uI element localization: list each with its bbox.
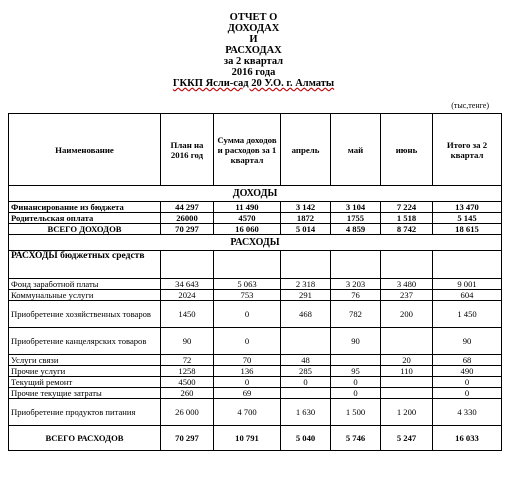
row-value-plan: 260 — [161, 388, 214, 399]
row-value-q1: 70 — [214, 355, 281, 366]
year-line: 2016 года — [231, 67, 276, 78]
table-row — [9, 388, 502, 399]
row-value-apr — [281, 328, 331, 355]
row-value-jun: 20 — [381, 355, 433, 366]
row-label: Коммунальные услуги — [9, 290, 161, 301]
row-value-jun: 7 224 — [381, 202, 433, 213]
table-row — [9, 355, 502, 366]
title-line-3: И — [249, 34, 258, 45]
row-value-jun: 237 — [381, 290, 433, 301]
period-line: за 2 квартал — [223, 56, 284, 67]
row-value-total: 5 145 — [433, 213, 502, 224]
income-section-title: ДОХОДЫ — [9, 186, 502, 202]
row-value-may: 76 — [331, 290, 381, 301]
row-value-apr: 1 630 — [281, 399, 331, 426]
row-value-total: 68 — [433, 355, 502, 366]
row-value-plan: 26 000 — [161, 399, 214, 426]
row-value-q1: 10 791 — [214, 426, 281, 451]
row-value-q1: 0 — [214, 328, 281, 355]
report-table — [8, 113, 502, 451]
column-header-row — [9, 114, 502, 186]
row-value-q1: 16 060 — [214, 224, 281, 235]
row-label: Прочие текущие затраты — [9, 388, 161, 399]
row-value-total: 604 — [433, 290, 502, 301]
empty-cell — [331, 251, 381, 279]
row-value-q1: 136 — [214, 366, 281, 377]
col-total: Итого за 2 квартал — [433, 114, 502, 186]
title-line-2: ДОХОДАХ — [227, 23, 280, 34]
table-row — [9, 279, 502, 290]
row-label: Услуги связи — [9, 355, 161, 366]
row-value-apr: 285 — [281, 366, 331, 377]
row-value-total: 9 001 — [433, 279, 502, 290]
table-row — [9, 301, 502, 328]
empty-cell — [433, 251, 502, 279]
col-name: Наименование — [9, 114, 161, 186]
row-value-may: 5 746 — [331, 426, 381, 451]
row-label: Текущий ремонт — [9, 377, 161, 388]
row-value-may: 0 — [331, 377, 381, 388]
table-row — [9, 328, 502, 355]
row-value-plan: 4500 — [161, 377, 214, 388]
row-value-jun — [381, 388, 433, 399]
row-value-jun: 1 200 — [381, 399, 433, 426]
row-value-plan: 1258 — [161, 366, 214, 377]
row-label: Прочие услуги — [9, 366, 161, 377]
row-value-jun: 1 518 — [381, 213, 433, 224]
row-value-total: 490 — [433, 366, 502, 377]
expense-section-row — [9, 235, 502, 251]
title-line-4: РАСХОДАХ — [225, 45, 282, 56]
row-value-may: 3 203 — [331, 279, 381, 290]
expense-subheader: РАСХОДЫ бюджетных средств — [9, 251, 161, 279]
col-may: май — [331, 114, 381, 186]
row-value-plan: 26000 — [161, 213, 214, 224]
row-value-jun: 200 — [381, 301, 433, 328]
row-value-jun — [381, 377, 433, 388]
row-value-plan: 90 — [161, 328, 214, 355]
row-value-total: 0 — [433, 377, 502, 388]
organization-name: ГККП Ясли-сад 20 У.О. г. Алматы — [172, 78, 335, 89]
row-label: Приобретение продуктов питания — [9, 399, 161, 426]
empty-cell — [381, 251, 433, 279]
row-value-may: 4 859 — [331, 224, 381, 235]
units-label: (тыс,тенге) — [451, 101, 489, 110]
col-april: апрель — [281, 114, 331, 186]
row-value-plan: 34 643 — [161, 279, 214, 290]
row-value-q1: 11 490 — [214, 202, 281, 213]
empty-cell — [281, 251, 331, 279]
row-value-plan: 2024 — [161, 290, 214, 301]
row-label: Фонд заработной платы — [9, 279, 161, 290]
row-value-jun: 110 — [381, 366, 433, 377]
row-label: ВСЕГО РАСХОДОВ — [9, 426, 161, 451]
row-value-total: 18 615 — [433, 224, 502, 235]
row-value-plan: 70 297 — [161, 426, 214, 451]
row-value-q1: 0 — [214, 377, 281, 388]
row-value-total: 90 — [433, 328, 502, 355]
title-line-1: ОТЧЕТ О — [229, 12, 278, 23]
table-row — [9, 426, 502, 451]
row-value-apr: 1872 — [281, 213, 331, 224]
row-value-may: 90 — [331, 328, 381, 355]
row-value-q1: 5 063 — [214, 279, 281, 290]
row-value-may: 1755 — [331, 213, 381, 224]
row-value-apr: 468 — [281, 301, 331, 328]
row-value-apr: 2 318 — [281, 279, 331, 290]
income-section-row — [9, 186, 502, 202]
row-value-apr: 48 — [281, 355, 331, 366]
row-label: Приобретение канцелярских товаров — [9, 328, 161, 355]
row-value-apr: 5 040 — [281, 426, 331, 451]
row-label: ВСЕГО ДОХОДОВ — [9, 224, 161, 235]
table-row — [9, 399, 502, 426]
row-value-q1: 0 — [214, 301, 281, 328]
row-value-may: 782 — [331, 301, 381, 328]
expense-section-title: РАСХОДЫ — [9, 235, 502, 251]
row-value-apr: 3 142 — [281, 202, 331, 213]
row-label: Родительская оплата — [9, 213, 161, 224]
row-value-jun: 8 742 — [381, 224, 433, 235]
row-value-q1: 4570 — [214, 213, 281, 224]
row-value-may: 0 — [331, 388, 381, 399]
row-value-apr: 5 014 — [281, 224, 331, 235]
table-row — [9, 290, 502, 301]
table-row — [9, 366, 502, 377]
row-value-may — [331, 355, 381, 366]
row-value-plan: 44 297 — [161, 202, 214, 213]
table-row — [9, 377, 502, 388]
table-row — [9, 213, 502, 224]
row-value-plan: 1450 — [161, 301, 214, 328]
row-value-jun: 3 480 — [381, 279, 433, 290]
row-value-total: 1 450 — [433, 301, 502, 328]
row-value-may: 1 500 — [331, 399, 381, 426]
row-value-total: 0 — [433, 388, 502, 399]
row-value-apr — [281, 388, 331, 399]
col-q1: Сумма доходов и расходов за 1 квартал — [214, 114, 281, 186]
row-value-q1: 4 700 — [214, 399, 281, 426]
col-june: июнь — [381, 114, 433, 186]
row-value-plan: 72 — [161, 355, 214, 366]
row-value-jun: 5 247 — [381, 426, 433, 451]
col-plan: План на 2016 год — [161, 114, 214, 186]
row-value-total: 13 470 — [433, 202, 502, 213]
row-value-may: 95 — [331, 366, 381, 377]
row-label: Приобретение хозяйственных товаров — [9, 301, 161, 328]
empty-cell — [214, 251, 281, 279]
row-value-may: 3 104 — [331, 202, 381, 213]
row-label: Финансирование из бюджета — [9, 202, 161, 213]
table-row — [9, 202, 502, 213]
row-value-total: 16 033 — [433, 426, 502, 451]
table-row — [9, 224, 502, 235]
row-value-apr: 0 — [281, 377, 331, 388]
expense-subheader-row — [9, 251, 502, 279]
row-value-q1: 753 — [214, 290, 281, 301]
empty-cell — [161, 251, 214, 279]
row-value-apr: 291 — [281, 290, 331, 301]
row-value-jun — [381, 328, 433, 355]
report-header — [0, 12, 507, 89]
row-value-plan: 70 297 — [161, 224, 214, 235]
row-value-q1: 69 — [214, 388, 281, 399]
row-value-total: 4 330 — [433, 399, 502, 426]
